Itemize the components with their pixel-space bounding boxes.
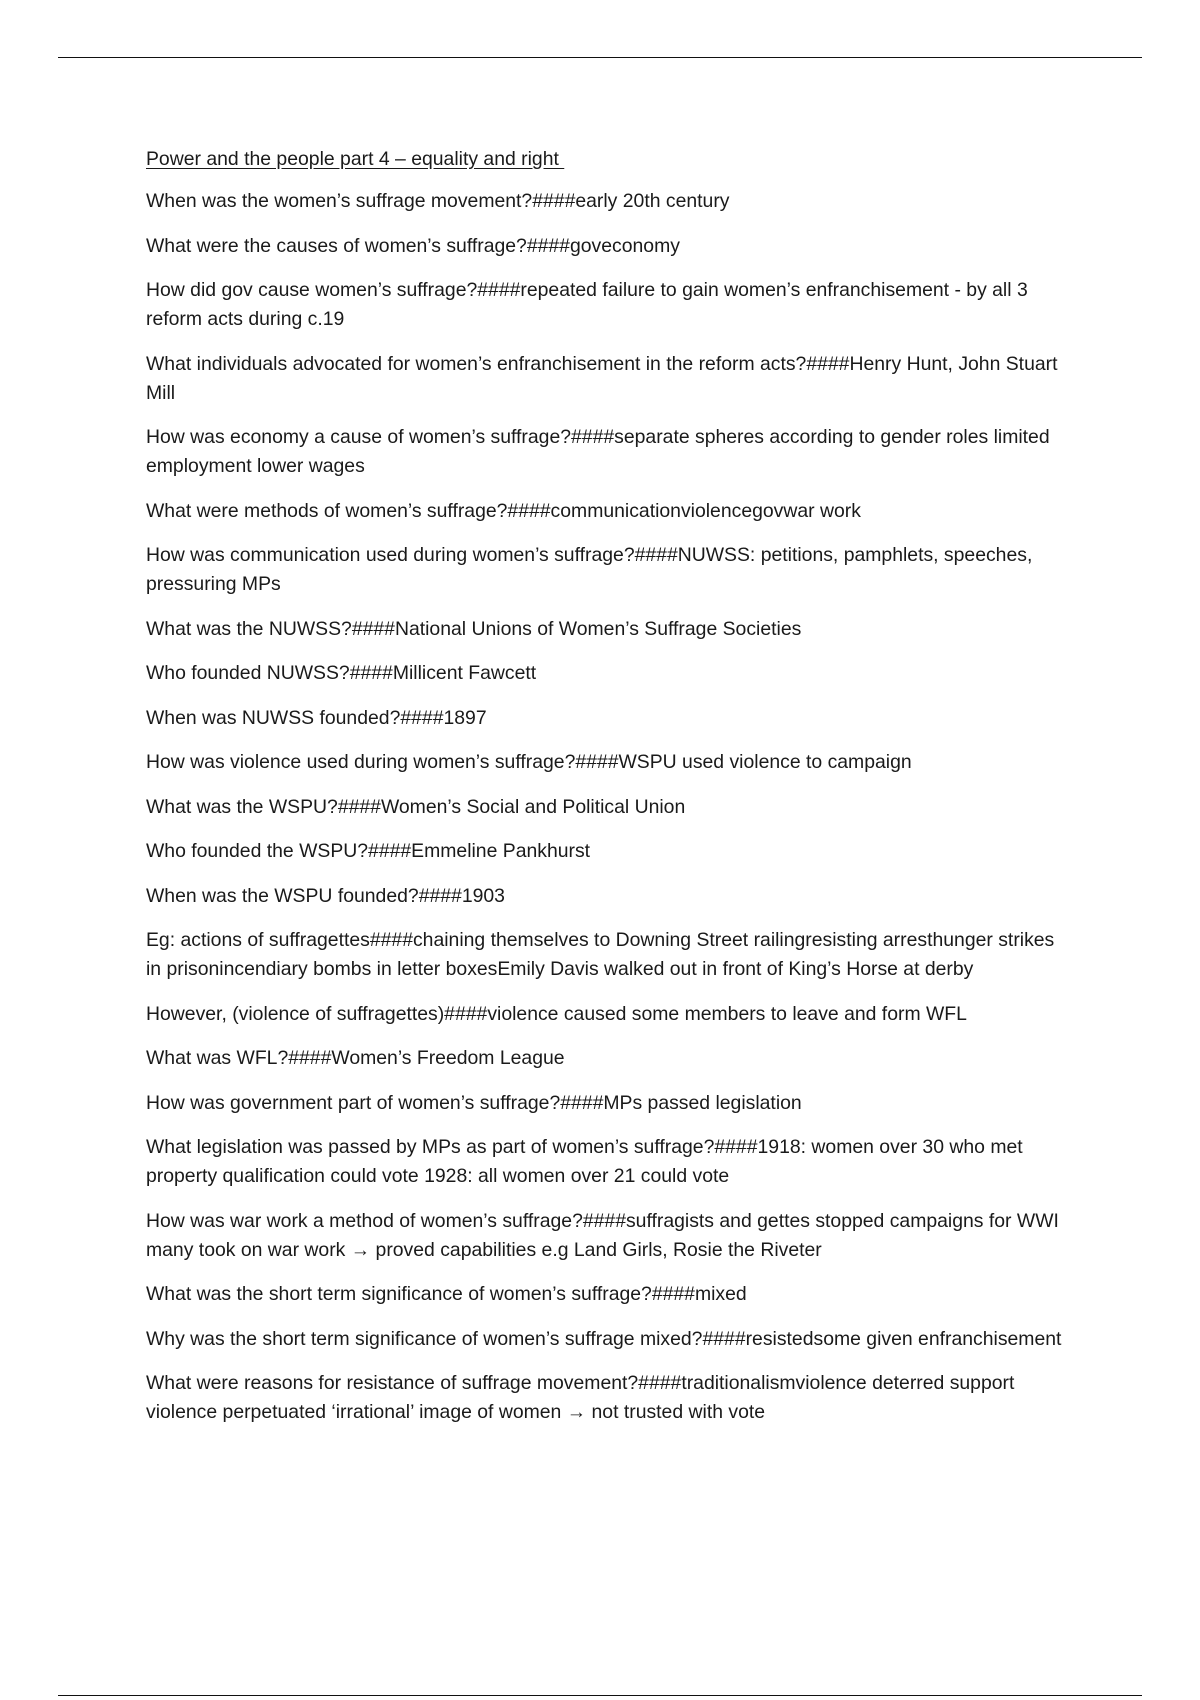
flashcard-entry: How was violence used during women’s suffrage?####WSPU used violence to campaign (146, 751, 912, 773)
flashcard-entry: What were the causes of women’s suffrage?####goveconomy (146, 234, 680, 257)
flashcard-entry: When was the WSPU founded?####1903 (146, 884, 505, 907)
flashcard-entry: Who founded the WSPU?####Emmeline Pankhurst (146, 840, 591, 862)
flashcard-entry: How did gov cause women’s suffrage?####repeated failure to gain women’s enfranchisement - by all 3 reform acts during c.19 (146, 279, 1028, 330)
flashcard-entry: When was NUWSS founded?####1897 (146, 706, 487, 729)
flashcard-entry: What were reasons for resistance of suffrage movement?####traditionalismviolence deterred support violence perpetuated ‘irrational’ image of women → not trusted with vote (146, 1372, 1015, 1423)
flashcard-entry: How was government part of women’s suffrage?####MPs passed legislation (146, 1091, 802, 1114)
flashcard-entry: What were methods of women’s suffrage?####communicationviolencegovwar work (146, 499, 861, 522)
flashcard-entry: What was WFL?####Women’s Freedom League (146, 1047, 565, 1069)
flashcard-entry: Who founded NUWSS?####Millicent Fawcett (146, 662, 537, 684)
flashcard-entry: How was war work a method of women’s suffrage?####suffragists and gettes stopped campaigns for WWI many took on war work → proved capabilities e.g Land Girls, Rosie the Riveter (146, 1209, 1059, 1261)
flashcard-entry: What legislation was passed by MPs as part of women’s suffrage?####1918: women over 30 who met property qualification could vote 1928: all women over 21 could vote (146, 1136, 1023, 1187)
flashcard-entry: Why was the short term significance of women’s suffrage mixed?####resistedsome given enfranchisement (146, 1327, 1062, 1350)
document-body (146, 145, 1066, 1443)
flashcard-entry: When was the women’s suffrage movement?####early 20th century (146, 190, 730, 212)
footer-rule (58, 1695, 1142, 1696)
flashcard-entry: However, (violence of suffragettes)####violence caused some members to leave and form WFL (146, 1002, 967, 1025)
flashcard-entry: How was communication used during women’s suffrage?####NUWSS: petitions, pamphlets, speeches, pressuring MPs (146, 544, 1033, 595)
flashcard-entry: How was economy a cause of women’s suffrage?####separate spheres according to gender roles limited employment lower wages (146, 426, 1050, 477)
flashcard-entry: What was the WSPU?####Women’s Social and Political Union (146, 795, 686, 818)
flashcard-entry: What individuals advocated for women’s enfranchisement in the reform acts?####Henry Hunt, John Stuart Mill (146, 352, 1058, 404)
header-rule (58, 57, 1142, 58)
flashcard-entry: What was the NUWSS?####National Unions of Women’s Suffrage Societies (146, 617, 802, 640)
document-title: Power and the people part 4 – equality and right (146, 148, 565, 170)
flashcard-entry: Eg: actions of suffragettes####chaining themselves to Downing Street railingresisting arresthunger strikes in prisonincendiary bombs in letter boxesEmily Davis walked out in front of King’s Horse at derby (146, 929, 1055, 980)
flashcard-entry: What was the short term significance of women’s suffrage?####mixed (146, 1283, 747, 1305)
